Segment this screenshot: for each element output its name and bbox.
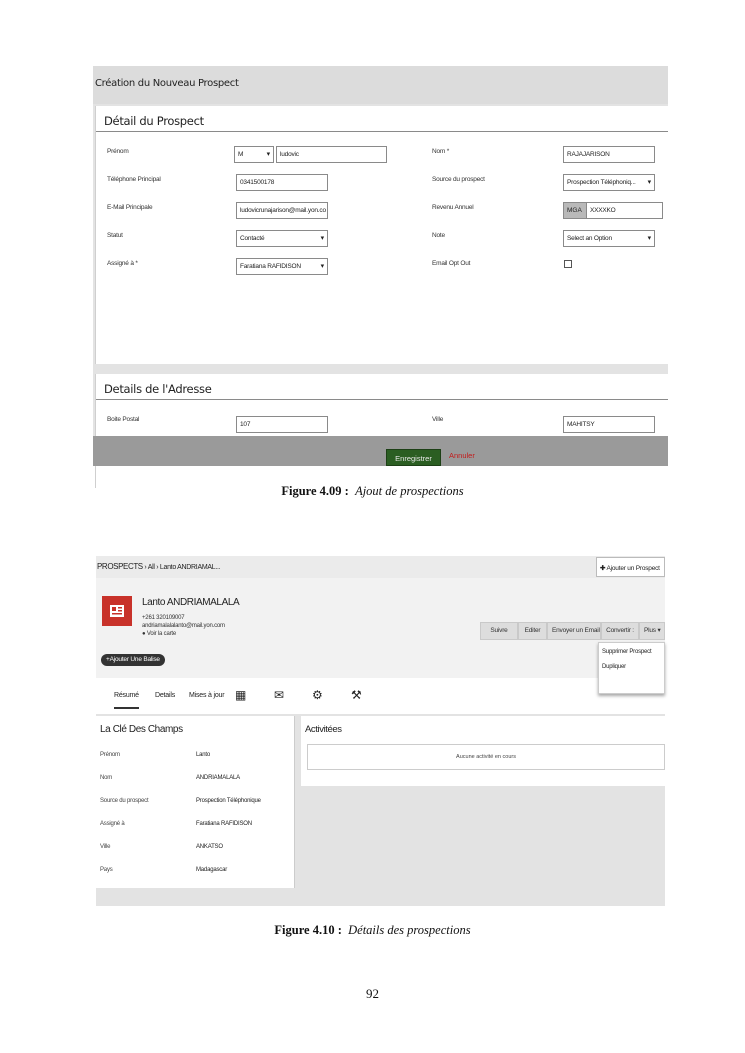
prospect-email[interactable]: andriamalalalanto@mail.yon.com (142, 623, 225, 629)
field-value: Faratiana RAFIDISON (196, 821, 252, 827)
content-area (96, 714, 665, 906)
send-email-button[interactable]: Envoyer un Email (547, 622, 601, 640)
plus-icon: ✚ (600, 565, 606, 572)
tab-details[interactable]: Details (155, 692, 175, 699)
map-link[interactable] (142, 631, 176, 637)
calendar-icon[interactable]: ▦ (235, 688, 247, 702)
map-link-label: Voir la carte (146, 631, 176, 637)
prospect-phone[interactable]: +261 320109007 (142, 615, 185, 621)
email-label: E-Mail Principale (107, 204, 153, 211)
prospect-detail-panel (95, 106, 668, 364)
fields-card (96, 716, 295, 888)
field-value: Prospection Téléphonique (196, 798, 261, 804)
follow-button[interactable]: Suivre (480, 622, 518, 640)
assigne-label: Assigné à * (107, 260, 138, 267)
caption-number: Figure 4.10 : (274, 923, 342, 937)
field-value: Lanto (196, 752, 211, 758)
note-select[interactable]: Select an Option ▾ (563, 230, 655, 247)
caret-down-icon: ▾ (657, 627, 661, 634)
add-prospect-button[interactable] (596, 557, 665, 577)
edit-button[interactable]: Editer (518, 622, 547, 640)
menu-item-duplicate[interactable]: Dupliquer (602, 664, 626, 670)
field-label: Pays (100, 867, 113, 873)
field-value: ANDRIAMALALA (196, 775, 240, 781)
note-label: Note (432, 232, 445, 239)
plus-icon: + (106, 656, 110, 663)
revenu-label: Revenu Annuel (432, 204, 474, 211)
map-pin-icon: ● (142, 631, 146, 637)
nom-label: Nom * (432, 148, 450, 155)
boite-postale-input[interactable]: 107 (236, 416, 328, 433)
source-label: Source du prospect (432, 176, 485, 183)
field-value: ANKATSO (196, 844, 223, 850)
breadcrumb-path[interactable]: › All › Lanto ANDRIAMAL... (144, 564, 221, 571)
assigne-select[interactable]: Faratiana RAFIDISON ▾ (236, 258, 328, 275)
page-number: 92 (366, 986, 379, 1001)
cancel-link[interactable]: Annuler (449, 451, 475, 460)
boite-postale-label: Boite Postal (107, 416, 140, 423)
revenu-currency: MGA (563, 202, 587, 219)
nom-input[interactable]: RAJAJARISON (563, 146, 655, 163)
add-prospect-label: Ajouter un Prospect (606, 565, 660, 572)
save-button[interactable]: Enregistrer (386, 449, 441, 466)
more-button[interactable] (639, 622, 665, 640)
field-label: Source du prospect (100, 798, 149, 804)
tab-bar (96, 678, 665, 714)
ville-label: Ville (432, 416, 444, 423)
activities-title: Activitées (305, 724, 342, 735)
caption-number: Figure 4.09 : (281, 484, 349, 498)
revenu-input[interactable]: XXXXKO (586, 202, 663, 219)
section-divider (96, 131, 668, 132)
prenom-label: Prénom (107, 148, 129, 155)
window-header (93, 66, 668, 104)
contact-card-icon (102, 596, 132, 626)
tab-summary[interactable]: Résumé (114, 692, 139, 709)
tab-updates[interactable]: Mises à jour (189, 692, 225, 699)
breadcrumb (97, 562, 220, 571)
telephone-label: Téléphone Principal (107, 176, 161, 183)
page-header (96, 556, 665, 578)
more-dropdown-menu (598, 642, 665, 694)
statut-select[interactable]: Contacté ▾ (236, 230, 328, 247)
field-label: Ville (100, 844, 111, 850)
field-label: Assigné à (100, 821, 125, 827)
activities-empty-text: Aucune activité en cours (456, 754, 516, 760)
email-input[interactable]: ludovicrunajarison@mail.yon.co (236, 202, 328, 219)
section-divider (96, 399, 668, 400)
activities-card (301, 716, 665, 786)
telephone-input[interactable]: 0341500178 (236, 174, 328, 191)
caption-text: Ajout de prospections (355, 484, 464, 498)
prospect-name: Lanto ANDRIAMALALA (142, 597, 240, 608)
email-opt-out-checkbox[interactable] (564, 260, 572, 268)
statut-label: Statut (107, 232, 123, 239)
create-prospect-screenshot (93, 66, 668, 466)
figure-caption-2 (0, 923, 745, 938)
ville-input[interactable]: MAHITSY (563, 416, 655, 433)
form-actions-bar (93, 436, 668, 466)
gear-icon[interactable]: ⚙ (312, 688, 323, 702)
menu-item-delete-prospect[interactable]: Supprimer Prospect (602, 649, 652, 655)
fields-card-title: La Clé Des Champs (100, 724, 183, 735)
breadcrumb-root[interactable]: PROSPECTS (97, 562, 143, 571)
prenom-input[interactable]: ludovic (276, 146, 387, 163)
prospect-details-screenshot (96, 556, 665, 906)
more-label: Plus (644, 627, 656, 634)
add-tag-button[interactable] (101, 654, 165, 666)
caption-text: Détails des prospections (348, 923, 471, 937)
field-label: Nom (100, 775, 113, 781)
convert-button[interactable]: Convertir : (601, 622, 639, 640)
salutation-select[interactable]: M ▾ (234, 146, 274, 163)
address-detail-panel (95, 374, 668, 488)
activities-empty-box (307, 744, 665, 770)
source-select[interactable]: Prospection Téléphoniq... ▾ (563, 174, 655, 191)
field-value: Madagascar (196, 867, 228, 873)
envelope-icon[interactable]: ✉ (274, 688, 285, 702)
profile-header (96, 578, 665, 678)
field-label: Prénom (100, 752, 120, 758)
convert-label: Convertir (606, 627, 631, 634)
section-title: Details de l'Adresse (104, 382, 212, 396)
tools-icon[interactable]: ⚒ (351, 688, 362, 702)
add-tag-label: Ajouter Une Balise (109, 656, 160, 663)
window-title: Création du Nouveau Prospect (95, 78, 239, 89)
email-opt-out-label: Email Opt Out (432, 260, 471, 267)
section-title: Détail du Prospect (104, 114, 204, 128)
figure-caption-1 (0, 484, 745, 499)
